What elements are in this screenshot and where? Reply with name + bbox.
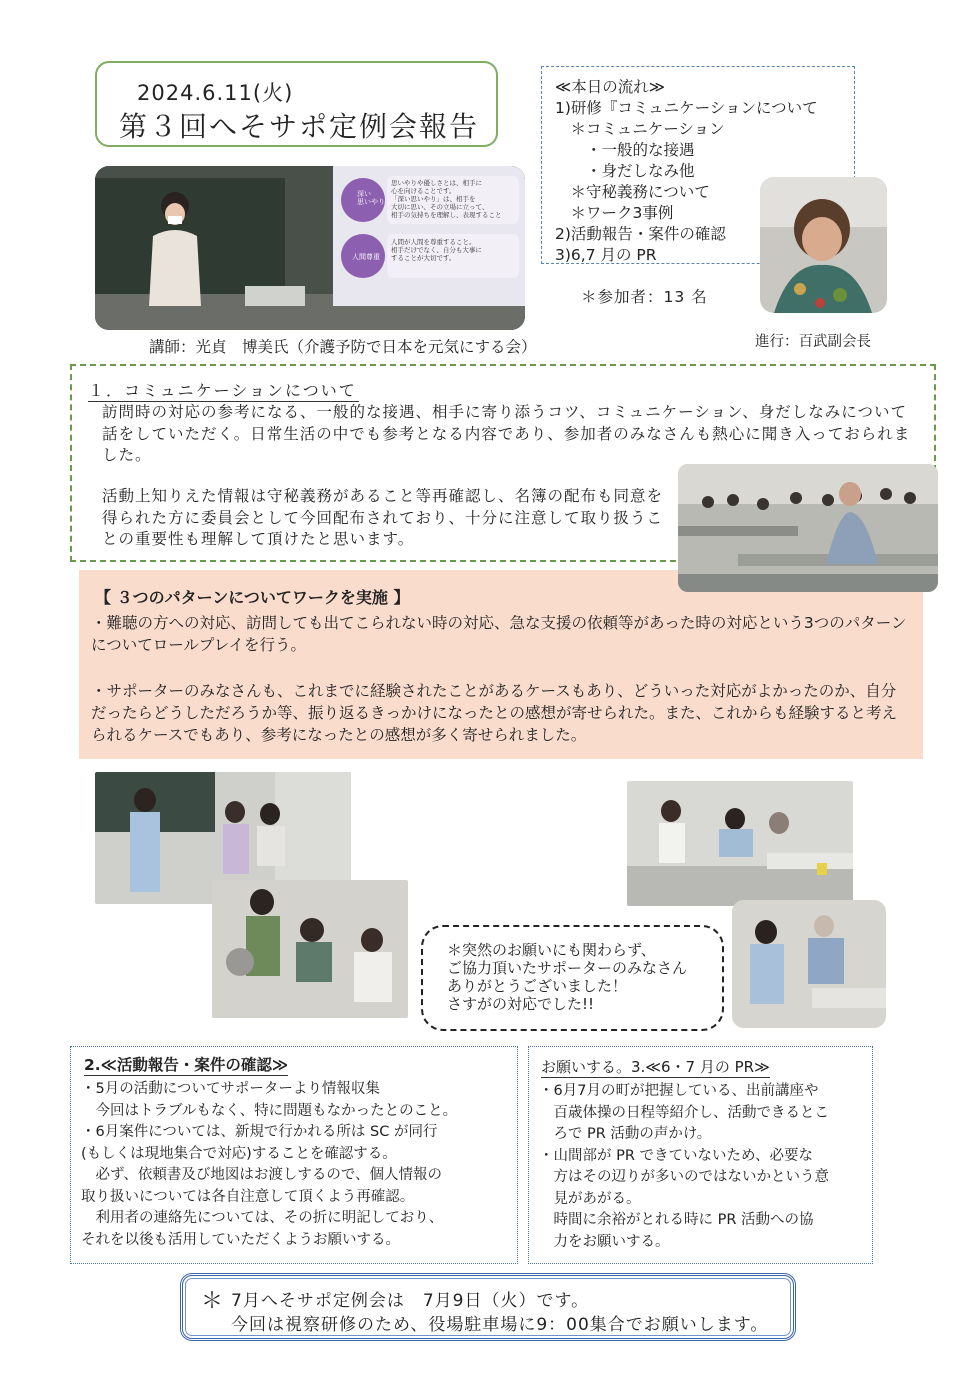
slide-card1-text: 思いやりや優しさとは、相手に 心を向けることです。 「深い思いやり」は、相手を 大切に思い、その立場に立って、 相手の気持ちを理解し、表現すること (391, 179, 502, 219)
section3-line: ろで PR 活動の声かけ。 (539, 1126, 712, 1142)
work-paragraph2: ・サポーターのみなさんも、これまでに経験されたことがあるケースもあり、どういった対応がよかったのか、自分だったらどうしただろうか等、振り返るきっかけになったとの感想が寄せられた。また、これからも経験すると考えられるケースでもあり、参考になったとの感想が多く寄せられました。 (91, 682, 898, 744)
audience-photo (678, 464, 938, 592)
section2-line: ・5月の活動についてサポーターより情報収集 (81, 1081, 380, 1097)
section2-line: ・6月案件については、新規で行かれる所は SC が同行 (81, 1124, 438, 1140)
section3-heading: お願いする。3.≪6・7 月の PR≫ (541, 1058, 770, 1076)
section2-lines (81, 1079, 457, 1251)
slide-card2-title: 人間尊重 (352, 253, 380, 261)
report-date: 2024.6.11(火) (137, 81, 294, 105)
agenda-line: 2)活動報告・案件の確認 (555, 225, 726, 243)
thanks-text: ＊突然のお願いにも関わらず、 ご協力頂いたサポーターのみなさん ありがとうございました！ さすがの対応でした!! (447, 941, 688, 1013)
agenda-line: ＊ワーク3事例 (555, 204, 674, 222)
lecturer-caption: 講師：光貞 博美氏（介護予防で日本を元気にする会） (149, 338, 537, 356)
section-pr (528, 1046, 873, 1264)
section3-line: 時間に余裕がとれる時に PR 活動への協 (539, 1212, 814, 1228)
agenda-line: 3)6,7 月の PR (555, 246, 657, 264)
report-title: 第３回へそサポ定例会報告 (119, 110, 480, 143)
title-box (95, 61, 498, 147)
work-paragraph1: ・難聴の方への対応、訪問しても出てこられない時の対応、急な支援の依頼等があった時の対応という3つのパターンについてロールプレイを行う。 (91, 614, 907, 654)
notice-star: ＊ (201, 1289, 224, 1314)
section1-paragraph1: 訪問時の対応の参考になる、一般的な接遇、相手に寄り添うコツ、コミュニケーション、身だしなみについて話をしていただく。日常生活の中でも参考となる内容であり、参加者のみなさんも熱心に聞き入っておられました。 (102, 403, 911, 464)
section3-lines (539, 1081, 829, 1253)
section3-line: 百歳体操の日程等紹介し、活動できるとこ (539, 1104, 829, 1121)
section3-line: 見があがる。 (539, 1190, 641, 1207)
section3-line: ・6月7月の町が把握している、出前講座や (539, 1083, 819, 1099)
slide-card2-text: 人間が人間を尊重すること。 相手だけでなく、自分も大事に することが大切です。 (391, 238, 482, 262)
moderator-photo (760, 177, 887, 313)
agenda-line: ≪本日の流れ≫ (555, 78, 665, 96)
roleplay-photo-3 (627, 781, 853, 906)
work-heading: 【 ３つのパターンについてワークを実施 】 (95, 588, 410, 607)
section1-paragraph2: 活動上知りえた情報は守秘義務があること等再確認し、名簿の配布も同意を得られた方に委員会として今回配布されており、十分に注意して取り扱うことの重要性も理解して頂けたと思います。 (102, 487, 664, 548)
agenda-line: ＊守秘義務について (555, 183, 710, 201)
participants-count: ＊参加者：13 名 (581, 288, 708, 306)
notice-line1: 7月へそサポ定例会は 7月9日（火）です。 (231, 1291, 590, 1311)
roleplay-photo-2 (212, 880, 408, 1018)
section3-line: 力をお願いする。 (539, 1233, 670, 1250)
notice-line2: 今回は視察研修のため、役場駐車場に9：00集合でお願いします。 (231, 1315, 769, 1335)
next-meeting-notice (180, 1273, 796, 1341)
section-activity-report (70, 1046, 518, 1264)
moderator-caption: 進行：百武副会長 (755, 334, 871, 350)
section3-line: 方はその辺りが多いのではないかという意 (539, 1169, 829, 1185)
section2-line: 利用者の連絡先については、その折に明記しており、 (81, 1210, 444, 1226)
work-section (79, 570, 923, 759)
agenda-line: 1)研修『コミュニケーションについて (555, 99, 818, 117)
agenda-line: ・一般的な接遇 (555, 141, 695, 159)
section3-line: ・山間部が PR できていないため、必要な (539, 1147, 813, 1164)
thanks-bubble (421, 925, 724, 1031)
section2-line: (もしくは現地集合で対応)することを確認する。 (81, 1145, 397, 1162)
roleplay-photo-4 (732, 900, 886, 1028)
agenda-line: ＊コミュニケーション (555, 120, 725, 138)
section2-heading: 2.≪活動報告・案件の確認≫ (84, 1053, 288, 1076)
section2-line: それを以後も活用していただくようお願いする。 (81, 1231, 400, 1248)
slide-card1-title: 深い 思いやり (357, 190, 385, 206)
section2-line: 今回はトラブルもなく、特に問題もなかったとのこと。 (81, 1102, 458, 1119)
section2-line: 取り扱いについては各自注意して頂くよう再確認。 (81, 1188, 415, 1205)
lecture-photo (95, 166, 525, 330)
section2-line: 必ず、依頼書及び地図はお渡しするので、個人情報の (81, 1167, 443, 1183)
section1-heading: １．コミュニケーションについて (88, 378, 359, 402)
agenda-line: ・身だしなみ他 (555, 162, 695, 180)
